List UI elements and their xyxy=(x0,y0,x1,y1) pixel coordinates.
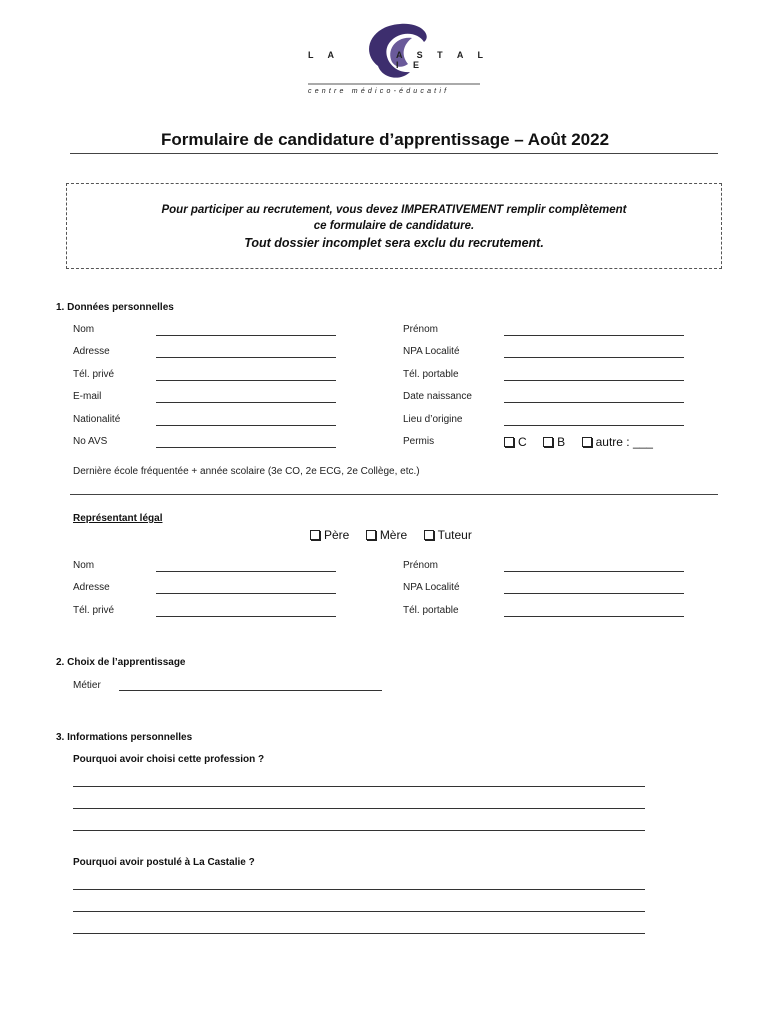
logo xyxy=(300,22,490,102)
input-line[interactable] xyxy=(156,402,336,403)
input-line[interactable] xyxy=(156,425,336,426)
section-2-heading: 2. Choix de l’apprentissage xyxy=(56,657,186,668)
field-label: NPA Localité xyxy=(403,582,460,594)
pere-checkbox[interactable]: Père xyxy=(310,528,349,542)
input-line[interactable] xyxy=(156,335,336,336)
field-label: Tél. privé xyxy=(73,604,115,616)
representative-heading: Représentant légal xyxy=(73,513,163,524)
answer-2-line[interactable] xyxy=(73,933,645,934)
input-line[interactable] xyxy=(504,571,684,572)
field-label: Nom xyxy=(73,324,95,335)
input-line[interactable] xyxy=(156,616,336,617)
field-label: Adresse xyxy=(73,346,110,358)
metier-field[interactable] xyxy=(119,690,382,691)
logo-right-text: A S T A L I E xyxy=(396,50,489,70)
input-line[interactable] xyxy=(156,571,336,572)
title-divider xyxy=(70,153,718,154)
tuteur-checkbox[interactable]: Tuteur xyxy=(424,528,472,542)
section-1-heading: 1. Données personnelles xyxy=(56,302,174,313)
last-school-label: Dernière école fréquentée + année scolaire (3e CO, 2e ECG, 2e Collège, etc.) xyxy=(73,466,420,477)
notice-line-3: Tout dossier incomplet sera exclu du recrutement. xyxy=(244,236,544,250)
representative-options xyxy=(310,527,472,545)
field-label: Permis xyxy=(403,436,435,447)
answer-1-line[interactable] xyxy=(73,808,645,809)
permis-c-checkbox[interactable]: C xyxy=(504,435,527,449)
input-line[interactable] xyxy=(156,357,336,358)
answer-1-line[interactable] xyxy=(73,830,645,831)
section-3-heading: 3. Informations personnelles xyxy=(56,732,193,743)
field-label: Date naissance xyxy=(403,391,472,403)
input-line[interactable] xyxy=(156,380,336,381)
field-label: E-mail xyxy=(73,391,102,403)
logo-left-text: L A xyxy=(308,50,341,60)
permis-other-checkbox[interactable]: autre : ___ xyxy=(582,435,653,449)
input-line[interactable] xyxy=(156,593,336,594)
notice-box xyxy=(66,183,722,269)
question-2: Pourquoi avoir postulé à La Castalie ? xyxy=(73,857,255,868)
question-1: Pourquoi avoir choisi cette profession ? xyxy=(73,754,265,765)
permis-b-checkbox[interactable]: B xyxy=(543,435,565,449)
permis-options xyxy=(504,434,653,452)
field-label: NPA Localité xyxy=(403,346,460,358)
input-line[interactable] xyxy=(504,357,684,358)
field-label: Nationalité xyxy=(73,413,121,425)
logo-subtitle: centre médico-éducatif xyxy=(308,88,450,95)
mere-checkbox[interactable]: Mère xyxy=(366,528,407,542)
field-label: Prénom xyxy=(403,560,439,571)
field-label: Nom xyxy=(73,560,95,571)
metier-label: Métier xyxy=(73,680,101,691)
field-label: Adresse xyxy=(73,582,110,594)
field-label: No AVS xyxy=(73,436,108,447)
answer-1-line[interactable] xyxy=(73,786,645,787)
input-line[interactable] xyxy=(504,402,684,403)
field-label: Tél. portable xyxy=(403,368,459,380)
page-title: Formulaire de candidature d’apprentissage – Août 2022 xyxy=(160,130,610,149)
input-line[interactable] xyxy=(156,447,336,448)
input-line[interactable] xyxy=(504,380,684,381)
field-label: Prénom xyxy=(403,324,439,335)
field-label: Tél. privé xyxy=(73,368,115,380)
answer-2-line[interactable] xyxy=(73,911,645,912)
input-line[interactable] xyxy=(504,616,684,617)
input-line[interactable] xyxy=(504,335,684,336)
last-school-line[interactable] xyxy=(70,494,718,495)
notice-line-2: ce formulaire de candidature. xyxy=(313,220,475,232)
field-label: Lieu d’origine xyxy=(403,413,463,425)
notice-line-1: Pour participer au recrutement, vous devez IMPERATIVEMENT remplir complètement xyxy=(161,204,627,216)
field-label: Tél. portable xyxy=(403,604,459,616)
answer-2-line[interactable] xyxy=(73,889,645,890)
input-line[interactable] xyxy=(504,593,684,594)
input-line[interactable] xyxy=(504,425,684,426)
